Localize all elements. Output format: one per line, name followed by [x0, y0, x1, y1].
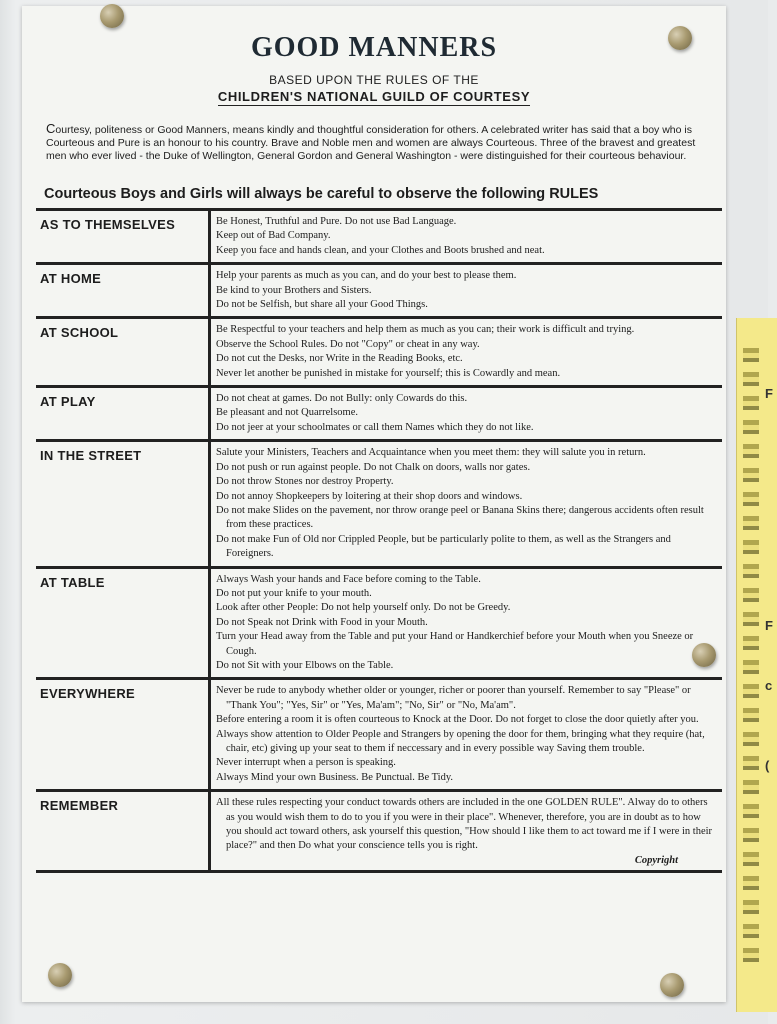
thumbtack-pin — [668, 26, 692, 50]
rule-line: Salute your Ministers, Teachers and Acquaintance when you meet them: they will salute you in return. — [216, 447, 646, 459]
rule-category: IN THE STREET — [36, 441, 210, 567]
rule-line: Do not make Fun of Old nor Crippled People, but be particularly polite to them, as well as the Strangers and Foreigners. — [216, 533, 671, 560]
rule-line: Do not cut the Desks, nor Write in the Reading Books, etc. — [216, 353, 463, 365]
rule-section-row — [36, 679, 722, 791]
rule-line: Be Honest, Truthful and Pure. Do not use Bad Language. — [216, 216, 457, 227]
rule-line: Do not annoy Shopkeepers by loitering at their shop doors and windows. — [216, 490, 523, 502]
rule-body — [210, 567, 723, 679]
rule-category: AT SCHOOL — [36, 318, 210, 387]
rule-line: Do not Sit with your Elbows on the Table. — [216, 659, 394, 671]
rule-line: Do not put your knife to your mouth. — [216, 587, 372, 599]
rule-body — [210, 318, 723, 387]
rule-line: Keep out of Bad Company. — [216, 230, 331, 242]
rule-line: Do not cheat at games. Do not Bully: only Cowards do this. — [216, 393, 468, 405]
yellow-side-sheet — [736, 318, 777, 1012]
guild-name-text: CHILDREN'S NATIONAL GUILD OF COURTESY — [217, 89, 531, 104]
rules-table — [36, 208, 722, 873]
rule-line: Be Respectful to your teachers and help them as much as you can; their work is difficult and trying. — [216, 324, 635, 336]
rule-line: Never be rude to anybody whether older or younger, richer or poorer than yourself. Remember to say "Please" or "Thank You"; "Yes, Sir" or "Yes, Ma'am"; "No, Sir" or "No, Ma'am". — [216, 685, 691, 711]
rule-body — [210, 679, 723, 791]
floral-border-pattern — [743, 348, 759, 972]
rule-line: All these rules respecting your conduct towards others are included in the one GOLDEN RULE". Alway do to others as you would wish them to do to you if you were in their place". Whenever, therefore, you are in doubt as to how you should act toward others, ask yourself this question, "How should I like them to act toward me if I were in their place?" and then Do what your conscience tells you is right. — [216, 797, 713, 852]
rules-heading: Courteous Boys and Girls will always be careful to observe the following RULES — [44, 186, 599, 202]
rule-section-row — [36, 387, 722, 441]
copyright-label: Copyright — [634, 854, 678, 866]
rule-line: Do not be Selfish, but share all your Good Things. — [216, 299, 428, 311]
side-sheet-letter: F — [765, 386, 773, 401]
rule-line: Do not push or run against people. Do not Chalk on doors, walls nor gates. — [216, 461, 531, 473]
rule-line: Be pleasant and not Quarrelsome. — [216, 407, 358, 419]
side-sheet-letter: ( — [765, 758, 770, 773]
rule-category: REMEMBER — [36, 791, 210, 872]
poster-title: GOOD MANNERS — [250, 32, 498, 63]
thumbtack-pin — [660, 973, 684, 997]
rule-line: Help your parents as much as you can, and do your best to please them. — [216, 270, 517, 282]
poster-subtitle: BASED UPON THE RULES OF THE — [269, 73, 479, 87]
rule-line: Do not throw Stones nor destroy Property. — [216, 476, 394, 488]
rule-category: AS TO THEMSELVES — [36, 210, 210, 264]
rule-line: Always show attention to Older People and Strangers by opening the door for them, bringing what they require (hat, chair, etc) giving up your seat to them if neccessary and in every possible way Saving them trouble. — [216, 728, 705, 754]
rule-category: AT TABLE — [36, 567, 210, 679]
rule-body — [210, 791, 723, 872]
thumbtack-pin — [100, 4, 124, 28]
rule-line: Turn your Head away from the Table and put your Hand or Handkerchief before your Mouth when you Sneeze or Cough. — [216, 631, 694, 657]
rule-section-row — [36, 210, 722, 264]
rule-line: Observe the School Rules. Do not "Copy" or cheat in any way. — [216, 338, 480, 350]
rule-line: Be kind to your Brothers and Sisters. — [216, 284, 372, 296]
intro-text: ourtesy, politeness or Good Manners, means kindly and thoughtful consideration for others. A celebrated writer has said that a boy who is Courteous and Pure is an honour to his country. Brave and Noble men and women are always Courteous. Three of the bravest and greatest men who ever lived - the Duke of Wellington, General Gordon and General Washington - were distinguished for their courteous behaviour. — [46, 124, 696, 162]
rule-line: Keep you face and hands clean, and your Clothes and Boots brushed and neat. — [216, 244, 545, 256]
rule-section-row — [36, 264, 722, 318]
rule-body — [210, 210, 723, 264]
rule-line: Do not jeer at your schoolmates or call them Names which they do not like. — [216, 421, 534, 433]
rule-line: Do not make Slides on the pavement, nor throw orange peel or Banana Skins there; dangerous accidents often result from these practices. — [216, 504, 704, 531]
rule-section-row — [36, 791, 722, 872]
rule-line: Do not Speak not Drink with Food in your Mouth. — [216, 616, 428, 628]
thumbtack-pin — [48, 963, 72, 987]
intro-paragraph — [46, 122, 718, 163]
rule-body — [210, 264, 723, 318]
rule-line: Never let another be punished in mistake for yourself; this is Cowardly and mean. — [216, 367, 561, 379]
rule-category: AT HOME — [36, 264, 210, 318]
rule-line: Always Wash your hands and Face before coming to the Table. — [216, 573, 481, 585]
side-sheet-letter: F — [765, 618, 773, 633]
rule-line: Before entering a room it is often courteous to Knock at the Door. Do not forget to close the door quietly after you. — [216, 714, 699, 726]
rule-body — [210, 387, 723, 441]
rule-section-row — [36, 318, 722, 387]
rule-line: Always Mind your own Business. Be Punctual. Be Tidy. — [216, 771, 454, 783]
rule-section-row — [36, 441, 722, 567]
side-sheet-letter: c — [765, 678, 773, 693]
intro-initial: C — [46, 121, 56, 136]
good-manners-poster — [22, 6, 726, 1002]
guild-name — [22, 89, 726, 104]
rule-line: Never interrupt when a person is speaking. — [216, 757, 396, 769]
rule-section-row — [36, 567, 722, 679]
rule-category: AT PLAY — [36, 387, 210, 441]
rules-table-body — [36, 210, 722, 872]
rule-line: Look after other People: Do not help yourself only. Do not be Greedy. — [216, 602, 511, 614]
thumbtack-pin — [692, 643, 716, 667]
rule-body — [210, 441, 723, 567]
rule-category: EVERYWHERE — [36, 679, 210, 791]
